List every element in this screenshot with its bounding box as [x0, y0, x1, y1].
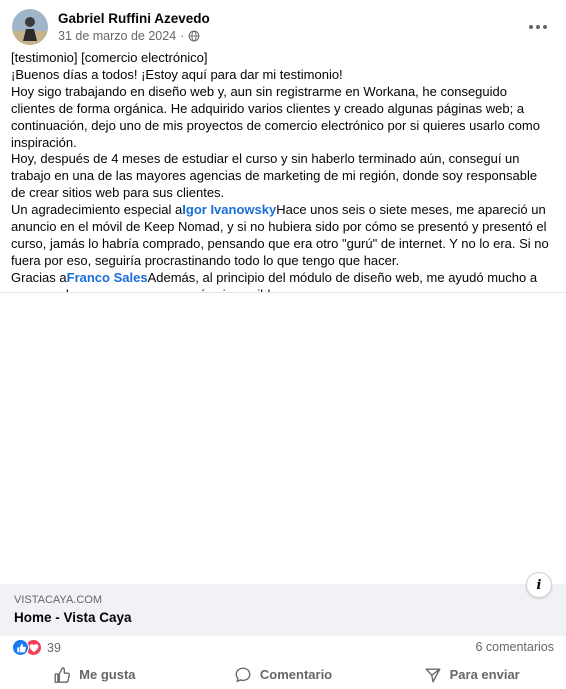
mention-prefix: Un agradecimiento especial a	[11, 202, 183, 218]
post-message	[11, 50, 551, 304]
like-button[interactable]	[0, 660, 189, 689]
thumbs-up-icon	[12, 639, 29, 656]
post-stats	[12, 638, 554, 658]
reaction-count: 39	[47, 640, 61, 655]
link-preview-image[interactable]	[0, 292, 566, 584]
mention-prefix: Gracias a	[11, 269, 67, 285]
more-options-button[interactable]	[524, 13, 552, 41]
comment-button[interactable]	[189, 660, 378, 689]
mention-suffix: Hace unos seis o siete meses, me apareció un anuncio en el móvil de Keep Nomad, y si no hubiera sido por cómo se presentó y presentó el curso, jamás lo habría comprado, pensando que era otro "gurú" de internet. Y no lo era. Si no fuera por eso, seguiría procrastinando todo lo que tengo que hacer.	[11, 202, 549, 268]
avatar-image	[12, 9, 48, 45]
share-button[interactable]	[377, 660, 566, 689]
message-paragraph: [testimonio] [comercio electrónico]	[11, 50, 208, 65]
mention-link-igor[interactable]: Igor Ivanowsky	[182, 202, 277, 218]
comments-count[interactable]: 6 comentarios	[475, 640, 554, 654]
thumbs-up-icon	[53, 666, 71, 684]
author-name[interactable]: Gabriel Ruffini Azevedo	[58, 11, 210, 26]
link-title: Home - Vista Caya	[14, 610, 132, 625]
link-preview[interactable]	[0, 577, 566, 636]
separator-dot: ·	[180, 29, 185, 43]
post-date[interactable]: 31 de marzo de 2024	[58, 29, 177, 43]
comment-label: Comentario	[259, 667, 333, 682]
avatar[interactable]	[12, 9, 48, 45]
link-domain: VISTACAYA.COM	[14, 594, 103, 606]
message-paragraph: Hoy, después de 4 meses de estudiar el curso y sin haberlo terminado aún, conseguí un trabajo en una de las mayores agencias de marketing de mi región, donde soy responsable de crear sitios web para sus clientes.	[11, 151, 538, 201]
message-paragraph: ¡Buenos días a todos! ¡Estoy aquí para dar mi testimonio!	[11, 66, 343, 82]
share-label: Para enviar	[449, 667, 520, 682]
mention-suffix: Además, al principio del módulo de diseño web, me ayudó mucho a	[147, 269, 538, 285]
info-icon[interactable]: i	[526, 572, 552, 598]
more-horizontal-icon	[529, 25, 533, 29]
reactions-summary[interactable]	[12, 639, 61, 656]
globe-icon	[188, 30, 200, 42]
message-paragraph: Hoy sigo trabajando en diseño web y, aun sin registrarme en Workana, he conseguido clientes de forma orgánica. He adquirido varios clientes y creado algunas páginas web; a continuación, dejo uno de mis proyectos de comercio electrónico por si quieres usarlo como inspiración.	[11, 83, 540, 150]
mention-link-franco[interactable]: Franco Sales	[66, 269, 148, 285]
send-icon	[424, 666, 442, 684]
like-label: Me gusta	[79, 667, 136, 682]
action-bar	[0, 660, 566, 689]
message-paragraph	[11, 202, 551, 270]
post-meta	[58, 29, 200, 43]
comment-bubble-icon	[234, 666, 252, 684]
post-header	[12, 9, 554, 47]
